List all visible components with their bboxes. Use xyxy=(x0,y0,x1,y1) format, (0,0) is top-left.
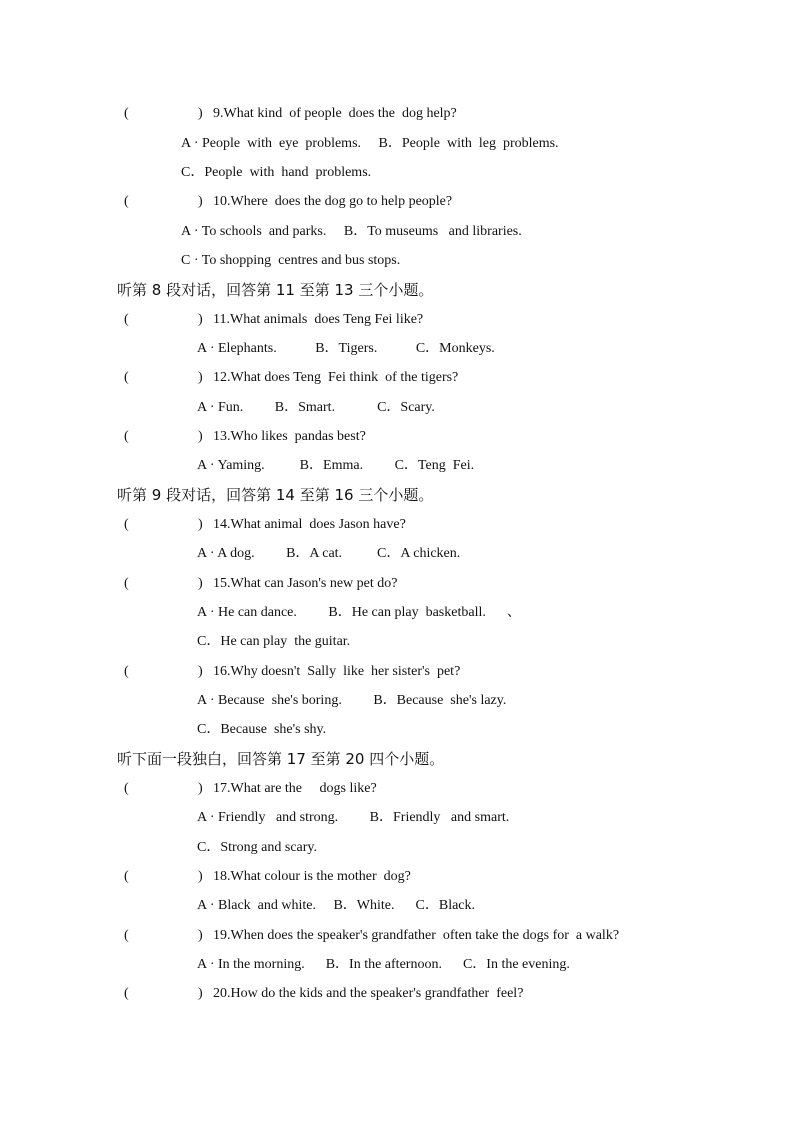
question-body: How do the kids and the speaker's grandfather feel? xyxy=(230,986,524,1001)
section-instruction: 听第 8 段对话，回答第 11 至第 13 三个小题。 xyxy=(117,281,434,299)
question-body: What can Jason's new pet do? xyxy=(230,576,398,591)
answer-bracket-close: ) xyxy=(198,517,203,532)
answer-options: A · Yaming. B．Emma. C．Teng Fei. xyxy=(197,458,475,473)
question-text xyxy=(213,516,406,534)
question-number: 10. xyxy=(213,194,231,209)
answer-options: A · People with eye problems. B．People with leg problems. xyxy=(181,136,559,151)
answer-bracket-close: ) xyxy=(198,576,203,591)
question-number: 14. xyxy=(213,517,231,532)
question-number: 18. xyxy=(213,869,231,884)
answer-bracket-open: ( xyxy=(124,576,129,591)
answer-bracket-open: ( xyxy=(124,194,129,209)
question-body: What are the dogs like? xyxy=(230,781,377,796)
question-body: What animal does Jason have? xyxy=(230,517,406,532)
answer-bracket-open: ( xyxy=(124,370,129,385)
question-number: 11. xyxy=(213,312,230,327)
question-number: 12. xyxy=(213,370,231,385)
answer-options: C．He can play the guitar. xyxy=(197,634,351,649)
answer-bracket-close: ) xyxy=(198,664,203,679)
answer-options: A · He can dance. B．He can play basketball. 、 xyxy=(197,605,521,620)
question-number: 20. xyxy=(213,986,231,1001)
answer-options: A · To schools and parks. B．To museums and libraries. xyxy=(181,224,522,239)
question-body: What animals does Teng Fei like? xyxy=(229,312,424,327)
question-text xyxy=(213,575,397,593)
answer-options: A · In the morning. B．In the afternoon. C．In the evening. xyxy=(197,957,570,972)
answer-bracket-open: ( xyxy=(124,106,129,121)
question-text xyxy=(213,985,523,1003)
answer-bracket-close: ) xyxy=(198,312,203,327)
section-instruction: 听第 9 段对话，回答第 14 至第 16 三个小题。 xyxy=(117,486,434,504)
answer-options: A · Because she's boring. B．Because she's lazy. xyxy=(197,693,507,708)
answer-bracket-open: ( xyxy=(124,869,129,884)
answer-bracket-open: ( xyxy=(124,928,129,943)
answer-bracket-close: ) xyxy=(198,370,203,385)
answer-options: A · Black and white. B．White. C．Black. xyxy=(197,898,476,913)
question-number: 17. xyxy=(213,781,231,796)
question-body: When does the speaker's grandfather often take the dogs for a walk? xyxy=(230,928,620,943)
answer-options: A · A dog. B．A cat. C．A chicken. xyxy=(197,546,461,561)
question-body: What does Teng Fei think of the tigers? xyxy=(230,370,459,385)
question-text xyxy=(213,105,457,123)
question-text xyxy=(213,428,366,446)
question-text xyxy=(213,927,619,945)
question-text xyxy=(213,663,460,681)
answer-bracket-close: ) xyxy=(198,781,203,796)
answer-bracket-close: ) xyxy=(198,106,203,121)
answer-options: C．People with hand problems. xyxy=(181,165,372,180)
question-body: Where does the dog go to help people? xyxy=(230,194,453,209)
question-number: 13. xyxy=(213,429,231,444)
section-instruction: 听下面一段独白，回答第 17 至第 20 四个小题。 xyxy=(117,750,445,768)
answer-options: C．Because she's shy. xyxy=(197,722,327,737)
answer-bracket-open: ( xyxy=(124,781,129,796)
question-body: What colour is the mother dog? xyxy=(230,869,411,884)
answer-bracket-open: ( xyxy=(124,429,129,444)
question-text xyxy=(213,868,411,886)
question-number: 19. xyxy=(213,928,231,943)
question-body: What kind of people does the dog help? xyxy=(223,106,457,121)
answer-bracket-close: ) xyxy=(198,429,203,444)
answer-bracket-close: ) xyxy=(198,869,203,884)
question-number: 9. xyxy=(213,106,224,121)
question-number: 15. xyxy=(213,576,231,591)
question-number: 16. xyxy=(213,664,231,679)
answer-options: A · Elephants. B．Tigers. C．Monkeys. xyxy=(197,341,495,356)
answer-bracket-close: ) xyxy=(198,928,203,943)
answer-bracket-close: ) xyxy=(198,986,203,1001)
question-body: Who likes pandas best? xyxy=(230,429,366,444)
question-text xyxy=(213,311,423,329)
question-body: Why doesn't Sally like her sister's pet? xyxy=(230,664,461,679)
question-text xyxy=(213,193,452,211)
answer-bracket-close: ) xyxy=(198,194,203,209)
answer-options: C．Strong and scary. xyxy=(197,840,318,855)
answer-bracket-open: ( xyxy=(124,986,129,1001)
answer-options: A · Friendly and strong. B．Friendly and smart. xyxy=(197,810,510,825)
question-text xyxy=(213,780,377,798)
answer-bracket-open: ( xyxy=(124,664,129,679)
answer-options: C · To shopping centres and bus stops. xyxy=(181,253,401,268)
answer-options: A · Fun. B．Smart. C．Scary. xyxy=(197,400,435,415)
answer-bracket-open: ( xyxy=(124,312,129,327)
answer-bracket-open: ( xyxy=(124,517,129,532)
question-text xyxy=(213,369,458,387)
